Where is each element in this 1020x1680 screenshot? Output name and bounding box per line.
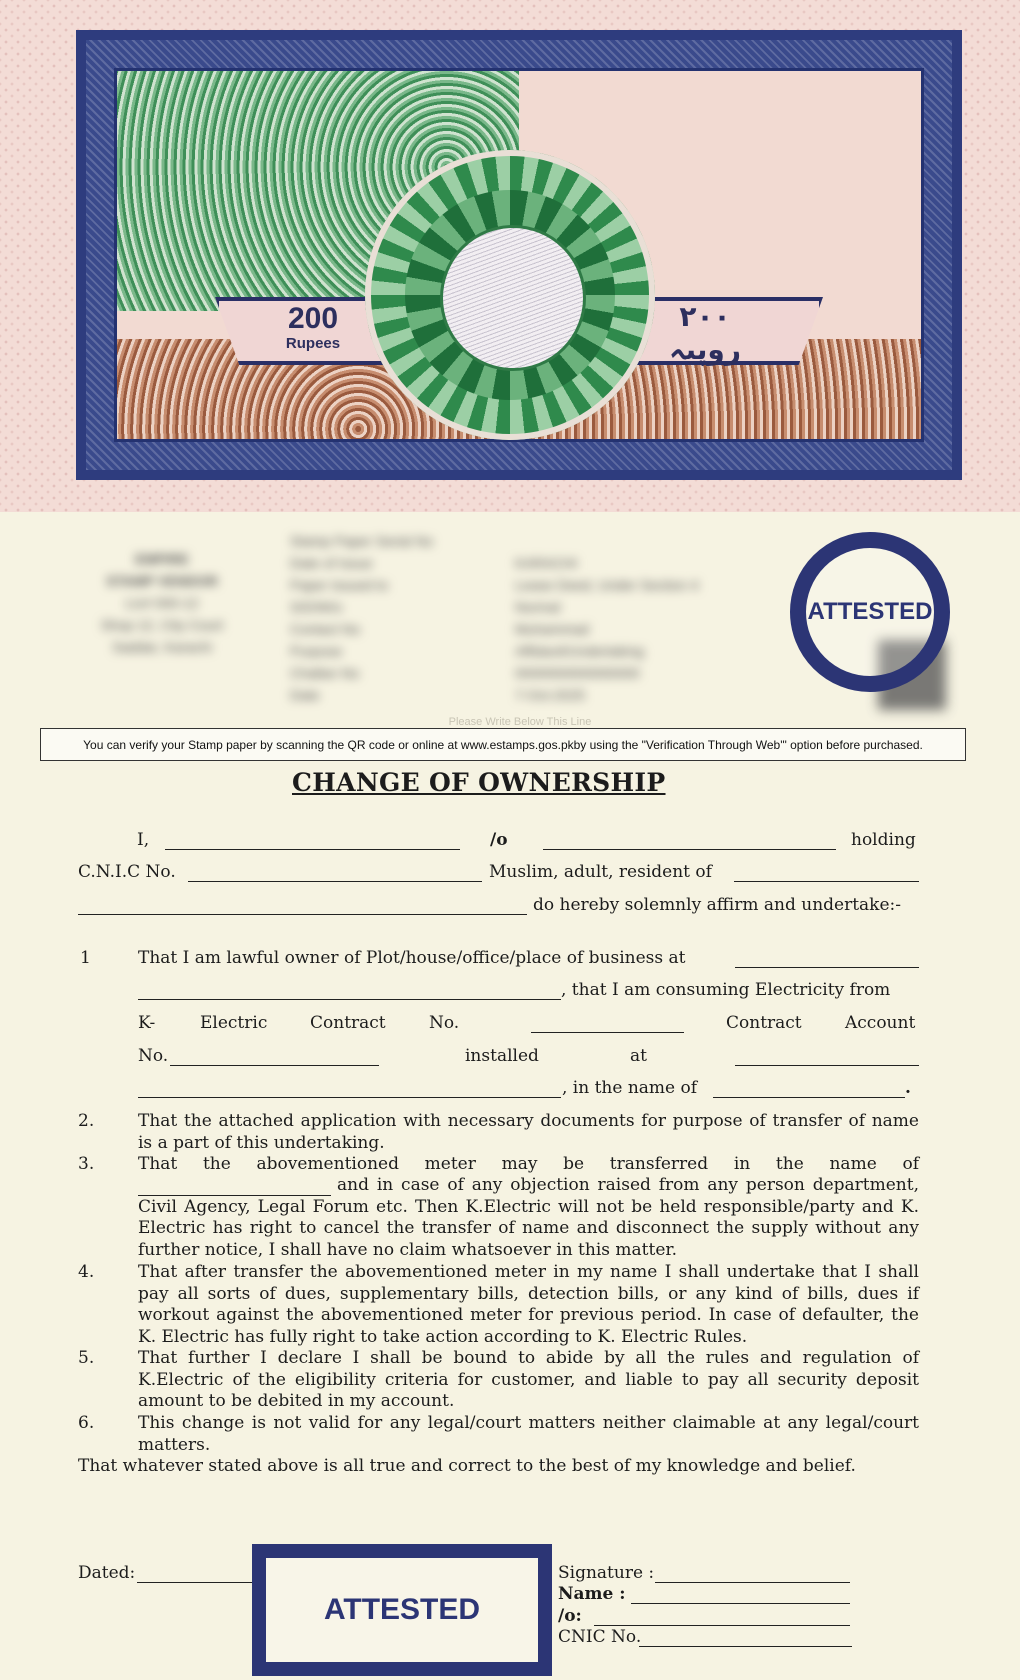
clause-1-line1: That I am lawful owner of Plot/house/office/place of business at: [138, 948, 686, 968]
registry-value: Lease Deed, Under Section 4: [515, 577, 699, 593]
intro-muslim: Muslim, adult, resident of: [489, 862, 712, 882]
plot-address-blank-2: [138, 999, 561, 1000]
clause-3-text-b: and in case of any objection raised from any person department, Civil Agency, Legal Forum etc. Then K.Electric will not be held responsible/party and K. Electric has right to cancel the transfer of name and disconnect the supply without any further notice, I shall have no claim whatsoever in this matter.: [138, 1175, 919, 1260]
father-name-blank: [543, 849, 836, 850]
clause-5-number: 5.: [78, 1348, 95, 1368]
intro-affirm: do hereby solemnly affirm and undertake:-: [533, 895, 902, 915]
footer-so-blank: [594, 1625, 850, 1626]
verification-notice-text: You can verify your Stamp paper by scanning the QR code or online at www.estamps.gos.pkby using the "Verification Through Web'" option before purchased.: [83, 737, 923, 752]
clause-1-dot: .: [905, 1078, 911, 1098]
clause-2-number: 2.: [78, 1111, 95, 1131]
installed-at-blank: [735, 1065, 919, 1066]
closing-statement: That whatever stated above is all true and correct to the best of my knowledge and belief.: [78, 1456, 856, 1476]
registry-label: Contact No: [290, 621, 361, 637]
guilloche-medallion: [440, 225, 586, 371]
clause-5-text: That further I declare I shall be bound to abide by all the rules and regulation of K.Electric of the eligibility criteria for customer, and liable to pay all security deposit amount to be debited in my account.: [138, 1348, 919, 1411]
clause-1-no2: No.: [138, 1046, 169, 1066]
intro-holding: holding: [851, 830, 916, 850]
signature-label: Signature :: [558, 1563, 655, 1583]
document-title: CHANGE OF OWNERSHIP: [292, 768, 666, 797]
vendor-info-blurred: [52, 548, 272, 658]
clause-6-number: 6.: [78, 1413, 95, 1433]
contract-number-blank: [531, 1032, 684, 1033]
date-blank: [137, 1582, 255, 1583]
cnic-label: CNIC No.: [558, 1627, 642, 1647]
signature-blank: [655, 1582, 850, 1583]
address-blank: [78, 914, 527, 915]
registry-label: Paper Issued to: [290, 577, 389, 593]
clause-1-contract2: Contract: [726, 1013, 802, 1033]
name-label: Name :: [558, 1584, 626, 1604]
residence-blank: [734, 881, 919, 882]
clause-1-in-name: , in the name of: [562, 1078, 698, 1098]
clause-1-account: Account: [845, 1013, 916, 1033]
registry-labels-blurred: [290, 530, 490, 706]
clause-4-text: That after transfer the abovementioned meter in my name I shall undertake that I shall pay all sorts of dues, supplementary bills, detection bills, or any kind of bills, dues if workout against the abovementioned meter for previous period. In case of defaulter, the K. Electric has fully right to take action according to K. Electric Rules.: [138, 1262, 919, 1347]
vendor-line: STAMP VENDOR: [106, 573, 218, 589]
registry-label: Challan No: [290, 665, 360, 681]
stamp-value-word: Rupees: [285, 335, 341, 352]
clause-1-installed: installed: [465, 1046, 539, 1066]
clause-1-k: K-: [138, 1013, 156, 1033]
plot-address-blank: [735, 967, 919, 968]
vendor-line: Lic# 000-12: [125, 595, 199, 611]
registry-value: 0000000000000000: [515, 665, 640, 681]
registry-label: S/D/W/o: [290, 599, 343, 615]
stamp-value-number: 200: [287, 302, 339, 335]
intro-i: I,: [137, 830, 150, 850]
clause-1-no: No.: [429, 1013, 460, 1033]
intro-so: /o: [490, 830, 508, 850]
clause-4-number: 4.: [78, 1262, 95, 1282]
registry-value: 7-Oct-2025: [515, 687, 586, 703]
clause-3-text-a: That the abovementioned meter may be transferred in the name of: [138, 1154, 919, 1174]
clause-1-electric: Electric: [200, 1013, 268, 1033]
registry-values-blurred: [515, 552, 765, 706]
dated-label: Dated:: [78, 1563, 136, 1583]
vendor-line: Saddar, Karachi: [112, 639, 212, 655]
stamp-value-english: [268, 302, 358, 352]
account-number-blank: [170, 1065, 379, 1066]
so-label: /o:: [558, 1606, 582, 1626]
clause-1-contract: Contract: [310, 1013, 386, 1033]
registry-value: KARACHI: [515, 555, 578, 571]
clause-2-text: That the attached application with necessary documents for purpose of transfer of name is a part of this undertaking.: [138, 1111, 919, 1153]
registry-label: Stamp Paper Serial No: [290, 533, 434, 549]
footer-cnic-blank: [639, 1646, 852, 1647]
registry-value: Normal: [515, 599, 561, 615]
cnic-blank: [188, 881, 482, 882]
footer-name-blank: [631, 1603, 850, 1604]
intro-cnic: C.N.I.C No.: [78, 862, 176, 882]
stamp-value-urdu: ۲۰۰ روپیہ: [669, 300, 741, 366]
registry-label: Date: [290, 687, 320, 703]
name-blank: [165, 849, 460, 850]
attested-box-stamp: ATTESTED: [252, 1544, 552, 1676]
verification-notice: [40, 728, 966, 761]
clause-1-line2: , that I am consuming Electricity from: [561, 980, 891, 1000]
vendor-line: EMPIRE: [135, 551, 189, 567]
clause-1-number: 1: [80, 948, 91, 968]
clause-3-number: 3.: [78, 1154, 95, 1174]
stamp-paper-header: [0, 0, 1020, 512]
installed-at-blank-2: [138, 1097, 561, 1098]
attested-circle-stamp: ATTESTED: [790, 532, 950, 692]
registry-label: Date of Issue: [290, 555, 373, 571]
vendor-line: Shop 12, City Court: [100, 617, 224, 633]
registry-label: Purpose: [290, 643, 343, 659]
registered-name-blank: [713, 1097, 905, 1098]
clause-1-at: at: [630, 1046, 647, 1066]
registry-value: Muhammad: [515, 621, 589, 637]
clause-6-text: This change is not valid for any legal/court matters neither claimable at any legal/court matters.: [138, 1413, 919, 1455]
write-below-line-note: Please Write Below This Line: [448, 716, 592, 728]
registry-value: Affidavit/Undertaking: [515, 643, 644, 659]
